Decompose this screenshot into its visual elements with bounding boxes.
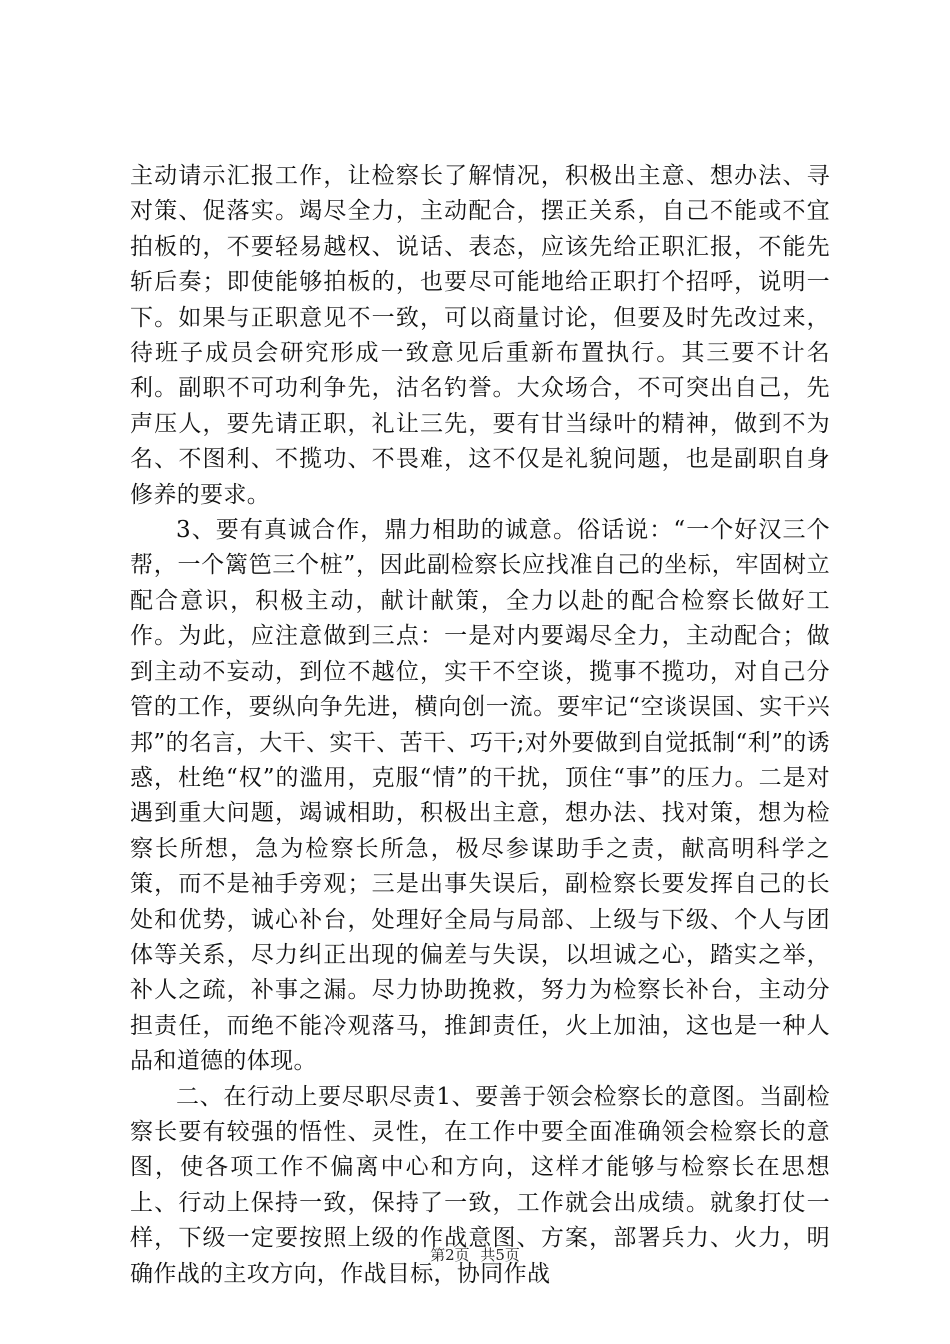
body-text — [130, 159, 830, 1292]
paragraph-2: 3、要有真诚合作，鼎力相助的诚意。俗话说：“一个好汉三个帮，一个篱笆三个桩”，因此副检察长应找准自己的坐标，牢固树立配合意识，积极主动，献计献策，全力以赴的配合检察长做好工作。为此，应注意做到三点：一是对内要竭尽全力，主动配合；做到主动不妄动，到位不越位，实干不空谈，揽事不揽功，对自己分管的工作，要纵向争先进，横向创一流。要牢记“空谈误国、实干兴邦”的名言，大干、实干、苦干、巧干;对外要做到自觉抵制“利”的诱惑，杜绝“权”的滥用，克服“情”的干扰，顶住“事”的压力。二是对遇到重大问题，竭诚相助，积极出主意，想办法、找对策，想为检察长所想，急为检察长所急，极尽参谋助手之责，献高明科学之策，而不是袖手旁观；三是出事失误后，副检察长要发挥自己的长处和优势，诚心补台，处理好全局与局部、上级与下级、个人与团体等关系，尽力纠正出现的偏差与失误，以坦诚之心，踏实之举，补人之疏，补事之漏。尽力协助挽救，努力为检察长补台，主动分担责任，而绝不能冷观落马，推卸责任，火上加油，这也是一种人品和道德的体现。 — [130, 517, 830, 1075]
page-number-footer: 第2页 共5页 — [430, 1246, 520, 1264]
paragraph-1: 主动请示汇报工作，让检察长了解情况，积极出主意、想办法、寻对策、促落实。竭尽全力，主动配合，摆正关系，自己不能或不宜拍板的，不要轻易越权、说话、表态，应该先给正职汇报，不能先斩后奏；即使能够拍板的，也要尽可能地给正职打个招呼，说明一下。如果与正职意见不一致，可以商量讨论，但要及时先改过来，待班子成员会研究形成一致意见后重新布置执行。其三要不计名利。副职不可功利争先，沽名钓誉。大众场合，不可突出自己，先声压人，要先请正职，礼让三先，要有甘当绿叶的精神，做到不为名、不图利、不揽功、不畏难，这不仅是礼貌问题，也是副职自身修养的要求。 — [130, 163, 830, 508]
paragraph-3: 二、在行动上要尽职尽责1、要善于领会检察长的意图。当副检察长要有较强的悟性、灵性，在工作中要全面准确领会检察长的意图，使各项工作不偏离中心和方向，这样才能够与检察长在思想上、行动上保持一致，保持了一致，工作就会出成绩。就象打仗一样，下级一定要按照上级的作战意图、方案，部署兵力、火力，明确作战的主攻方向，作战目标，协同作战 — [130, 1083, 830, 1287]
